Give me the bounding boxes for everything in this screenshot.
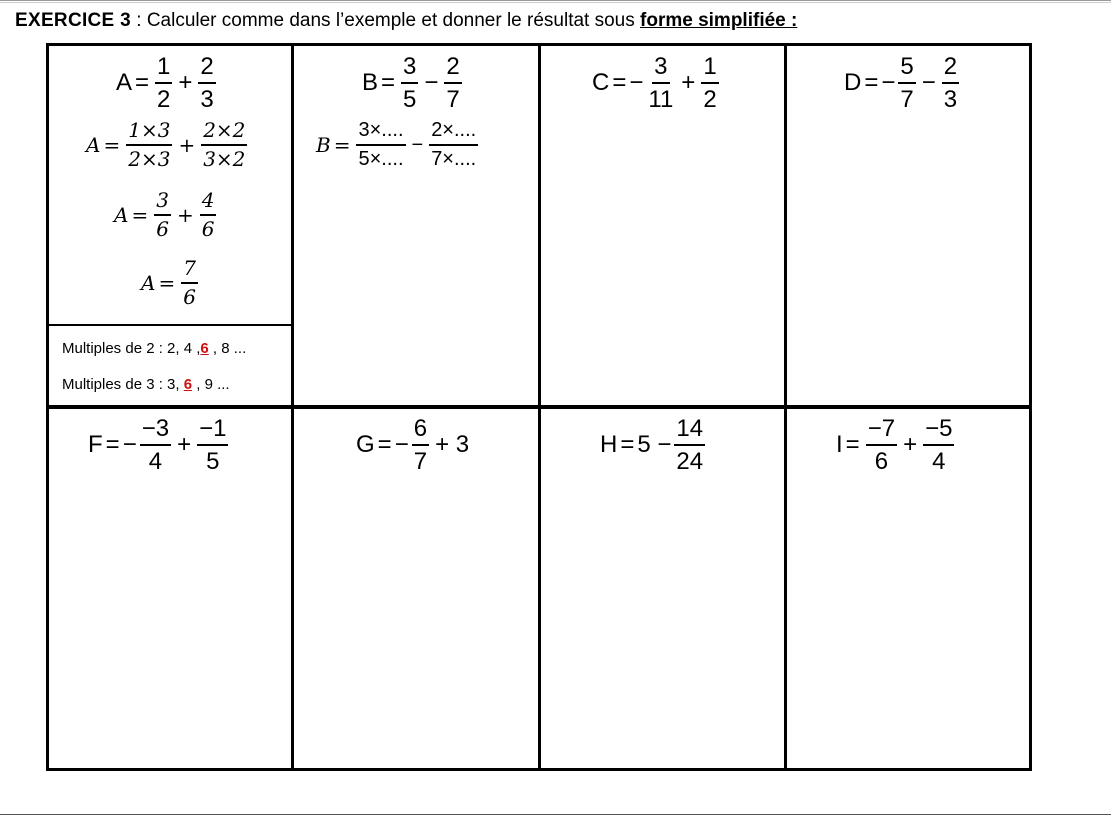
- row-divider: [46, 405, 1032, 409]
- cell-c-expression: C = − $\frac{3}{11}$ + $\frac{1}{2}$: [592, 53, 717, 114]
- instruction-text: : Calculer comme dans l’exemple et donner le résultat sous: [130, 10, 641, 31]
- fraction: $\frac{3}{6}$: [156, 188, 169, 241]
- fraction: $\frac{-3}{4}$: [141, 415, 170, 476]
- fraction: $\frac{1}{2}$: [703, 53, 717, 114]
- cell-b-line-2: B = $\frac{3\times....}{5\times....}$ − $\frac{2\times....}{7\times....}$: [316, 119, 477, 170]
- cell-a-line-4: A = $\frac{7}{6}$: [141, 256, 196, 309]
- cell-a-line-2: A = $\frac{1\times 3}{2\times 3}$ + $\frac{2\times 2}{3\times 2}$: [86, 118, 246, 171]
- cell-b-line-1: B = $\frac{3}{5}$ − $\frac{2}{7}$: [362, 53, 460, 114]
- fraction: $\frac{1\times 3}{2\times 3}$: [128, 118, 171, 171]
- cell-a-line-1: A = $\frac{1}{2}$ + $\frac{2}{3}$: [116, 53, 214, 114]
- multiples-of-2: Multiples de 2 : 2, 4 ,6 , 8 ...: [62, 340, 247, 357]
- fraction: $\frac{2}{7}$: [446, 53, 460, 114]
- top-rule-secondary: [0, 2, 1111, 3]
- common-multiple-highlight: 6: [200, 340, 209, 357]
- fraction: $\frac{1}{2}$: [157, 53, 171, 114]
- common-multiple-highlight: 6: [183, 376, 193, 393]
- fraction: $\frac{14}{24}$: [676, 415, 704, 476]
- fraction: $\frac{-7}{6}$: [867, 415, 896, 476]
- fraction: $\frac{5}{7}$: [900, 53, 914, 114]
- cell-f-expression: F = − $\frac{-3}{4}$ + $\frac{-1}{5}$: [88, 415, 227, 476]
- example-box-divider: [46, 324, 294, 326]
- cell-h-expression: H = 5 − $\frac{14}{24}$: [600, 415, 704, 476]
- fraction: $\frac{2}{3}$: [200, 53, 214, 114]
- cell-i-expression: I = $\frac{-7}{6}$ + $\frac{-5}{4}$: [836, 415, 953, 476]
- bottom-rule: [0, 814, 1111, 815]
- fraction: $\frac{2\times 2}{3\times 2}$: [203, 118, 246, 171]
- fraction: $\frac{4}{6}$: [201, 188, 215, 241]
- exercise-label: EXERCICE 3: [15, 10, 131, 31]
- instruction-emphasis: forme simplifiée :: [640, 10, 798, 31]
- fraction: $\frac{7}{6}$: [183, 256, 196, 309]
- fraction: $\frac{2}{3}$: [943, 53, 958, 114]
- fraction: $\frac{3}{11}$: [648, 53, 674, 114]
- exercise-heading: [15, 10, 797, 32]
- fraction: $\frac{3}{5}$: [403, 53, 417, 114]
- cell-g-expression: G = − $\frac{6}{7}$ + 3: [356, 415, 470, 476]
- cell-d-expression: D = − $\frac{5}{7}$ − $\frac{2}{3}$: [844, 53, 958, 114]
- fraction: $\frac{-1}{5}$: [199, 415, 227, 476]
- multiples-of-3: Multiples de 3 : 3, 6 , 9 ...: [62, 376, 230, 393]
- fraction: $\frac{6}{7}$: [413, 415, 428, 476]
- fraction: $\frac{2\times....}{7\times....}$: [431, 119, 477, 170]
- fraction: $\frac{3\times....}{5\times....}$: [358, 119, 404, 170]
- top-rule: [0, 0, 1111, 1]
- fraction: $\frac{-5}{4}$: [925, 415, 953, 476]
- cell-a-line-3: A = $\frac{3}{6}$ + $\frac{4}{6}$: [114, 188, 215, 241]
